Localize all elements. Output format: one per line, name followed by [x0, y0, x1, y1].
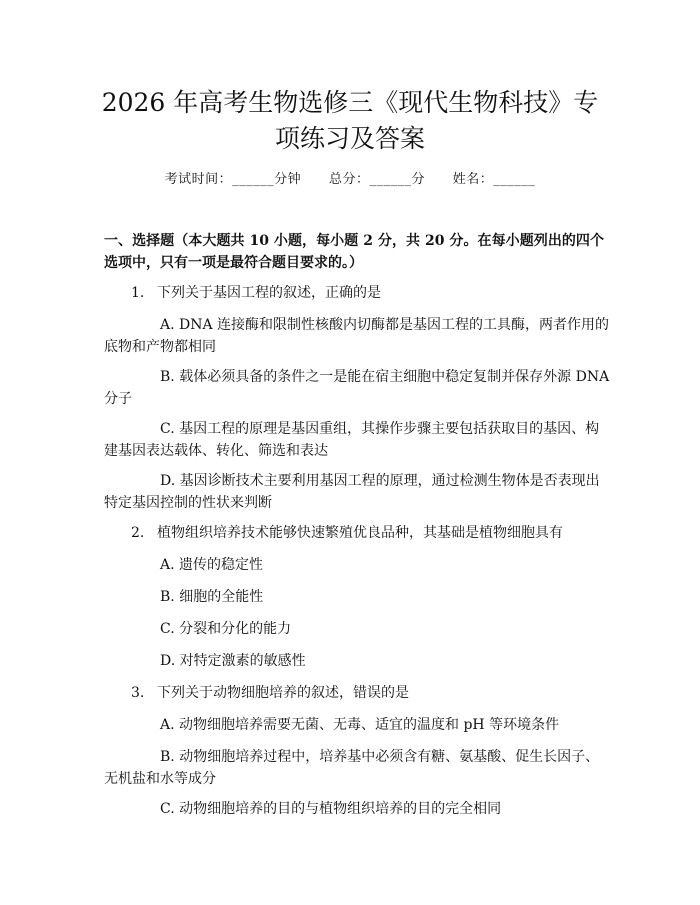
- question-number: 2.: [131, 525, 145, 541]
- question-1: [131, 282, 381, 304]
- option-1c-line-2: 建基因表达载体、转化、筛选和表达: [104, 443, 328, 459]
- option-3b-line-1: B. 动物细胞培养过程中，培养基中必须含有糖、氨基酸、促生长因子、: [160, 749, 600, 765]
- option-3c: C. 动物细胞培养的目的与植物组织培养的目的完全相同: [160, 801, 502, 817]
- section-heading: 一、选择题（本大题共 10 小题，每小题 2 分，共 20 分。在每小题列出的四个选项中，只有一项是最符合题目要求的。）: [104, 233, 604, 271]
- option-1a-line-2: 底物和产物都相同: [104, 339, 216, 355]
- exam-time-field: 考试时间：______分钟: [164, 172, 302, 187]
- option-2a: A. 遗传的稳定性: [160, 557, 264, 573]
- option-1a-line-1: A. DNA 连接酶和限制性核酸内切酶都是基因工程的工具酶，两者作用的: [160, 317, 610, 333]
- option-3b-line-2: 无机盐和水等成分: [104, 771, 216, 787]
- total-score-field: 总分：______分: [328, 172, 425, 187]
- question-2: [131, 522, 563, 544]
- option-2d: D. 对特定激素的敏感性: [160, 653, 306, 669]
- option-1d-line-2: 特定基因控制的性状来判断: [104, 495, 272, 511]
- question-number: 3.: [131, 685, 145, 701]
- option-2c: C. 分裂和分化的能力: [160, 621, 292, 637]
- option-2b: B. 细胞的全能性: [160, 589, 264, 605]
- question-3: [131, 682, 409, 704]
- student-name-field: 姓名：______: [452, 172, 536, 187]
- question-stem: 下列关于基因工程的叙述，正确的是: [157, 285, 381, 301]
- option-1b-line-1: B. 载体必须具备的条件之一是能在宿主细胞中稳定复制并保存外源 DNA: [160, 369, 610, 385]
- question-number: 1.: [131, 285, 145, 301]
- question-stem: 下列关于动物细胞培养的叙述，错误的是: [157, 685, 409, 701]
- question-stem: 植物组织培养技术能够快速繁殖优良品种，其基础是植物细胞具有: [157, 525, 563, 541]
- option-1c-line-1: C. 基因工程的原理是基因重组，其操作步骤主要包括获取目的基因、构: [160, 421, 600, 437]
- option-1d-line-1: D. 基因诊断技术主要利用基因工程的原理，通过检测生物体是否表现出: [160, 473, 600, 489]
- option-1b-line-2: 分子: [104, 391, 132, 407]
- page-title-line-2: 项练习及答案: [274, 124, 425, 153]
- exam-meta: [0, 168, 700, 187]
- option-3a: A. 动物细胞培养需要无菌、无毒、适宜的温度和 pH 等环境条件: [160, 717, 560, 733]
- page-title-line-1: 2026 年高考生物选修三《现代生物科技》专: [101, 88, 599, 117]
